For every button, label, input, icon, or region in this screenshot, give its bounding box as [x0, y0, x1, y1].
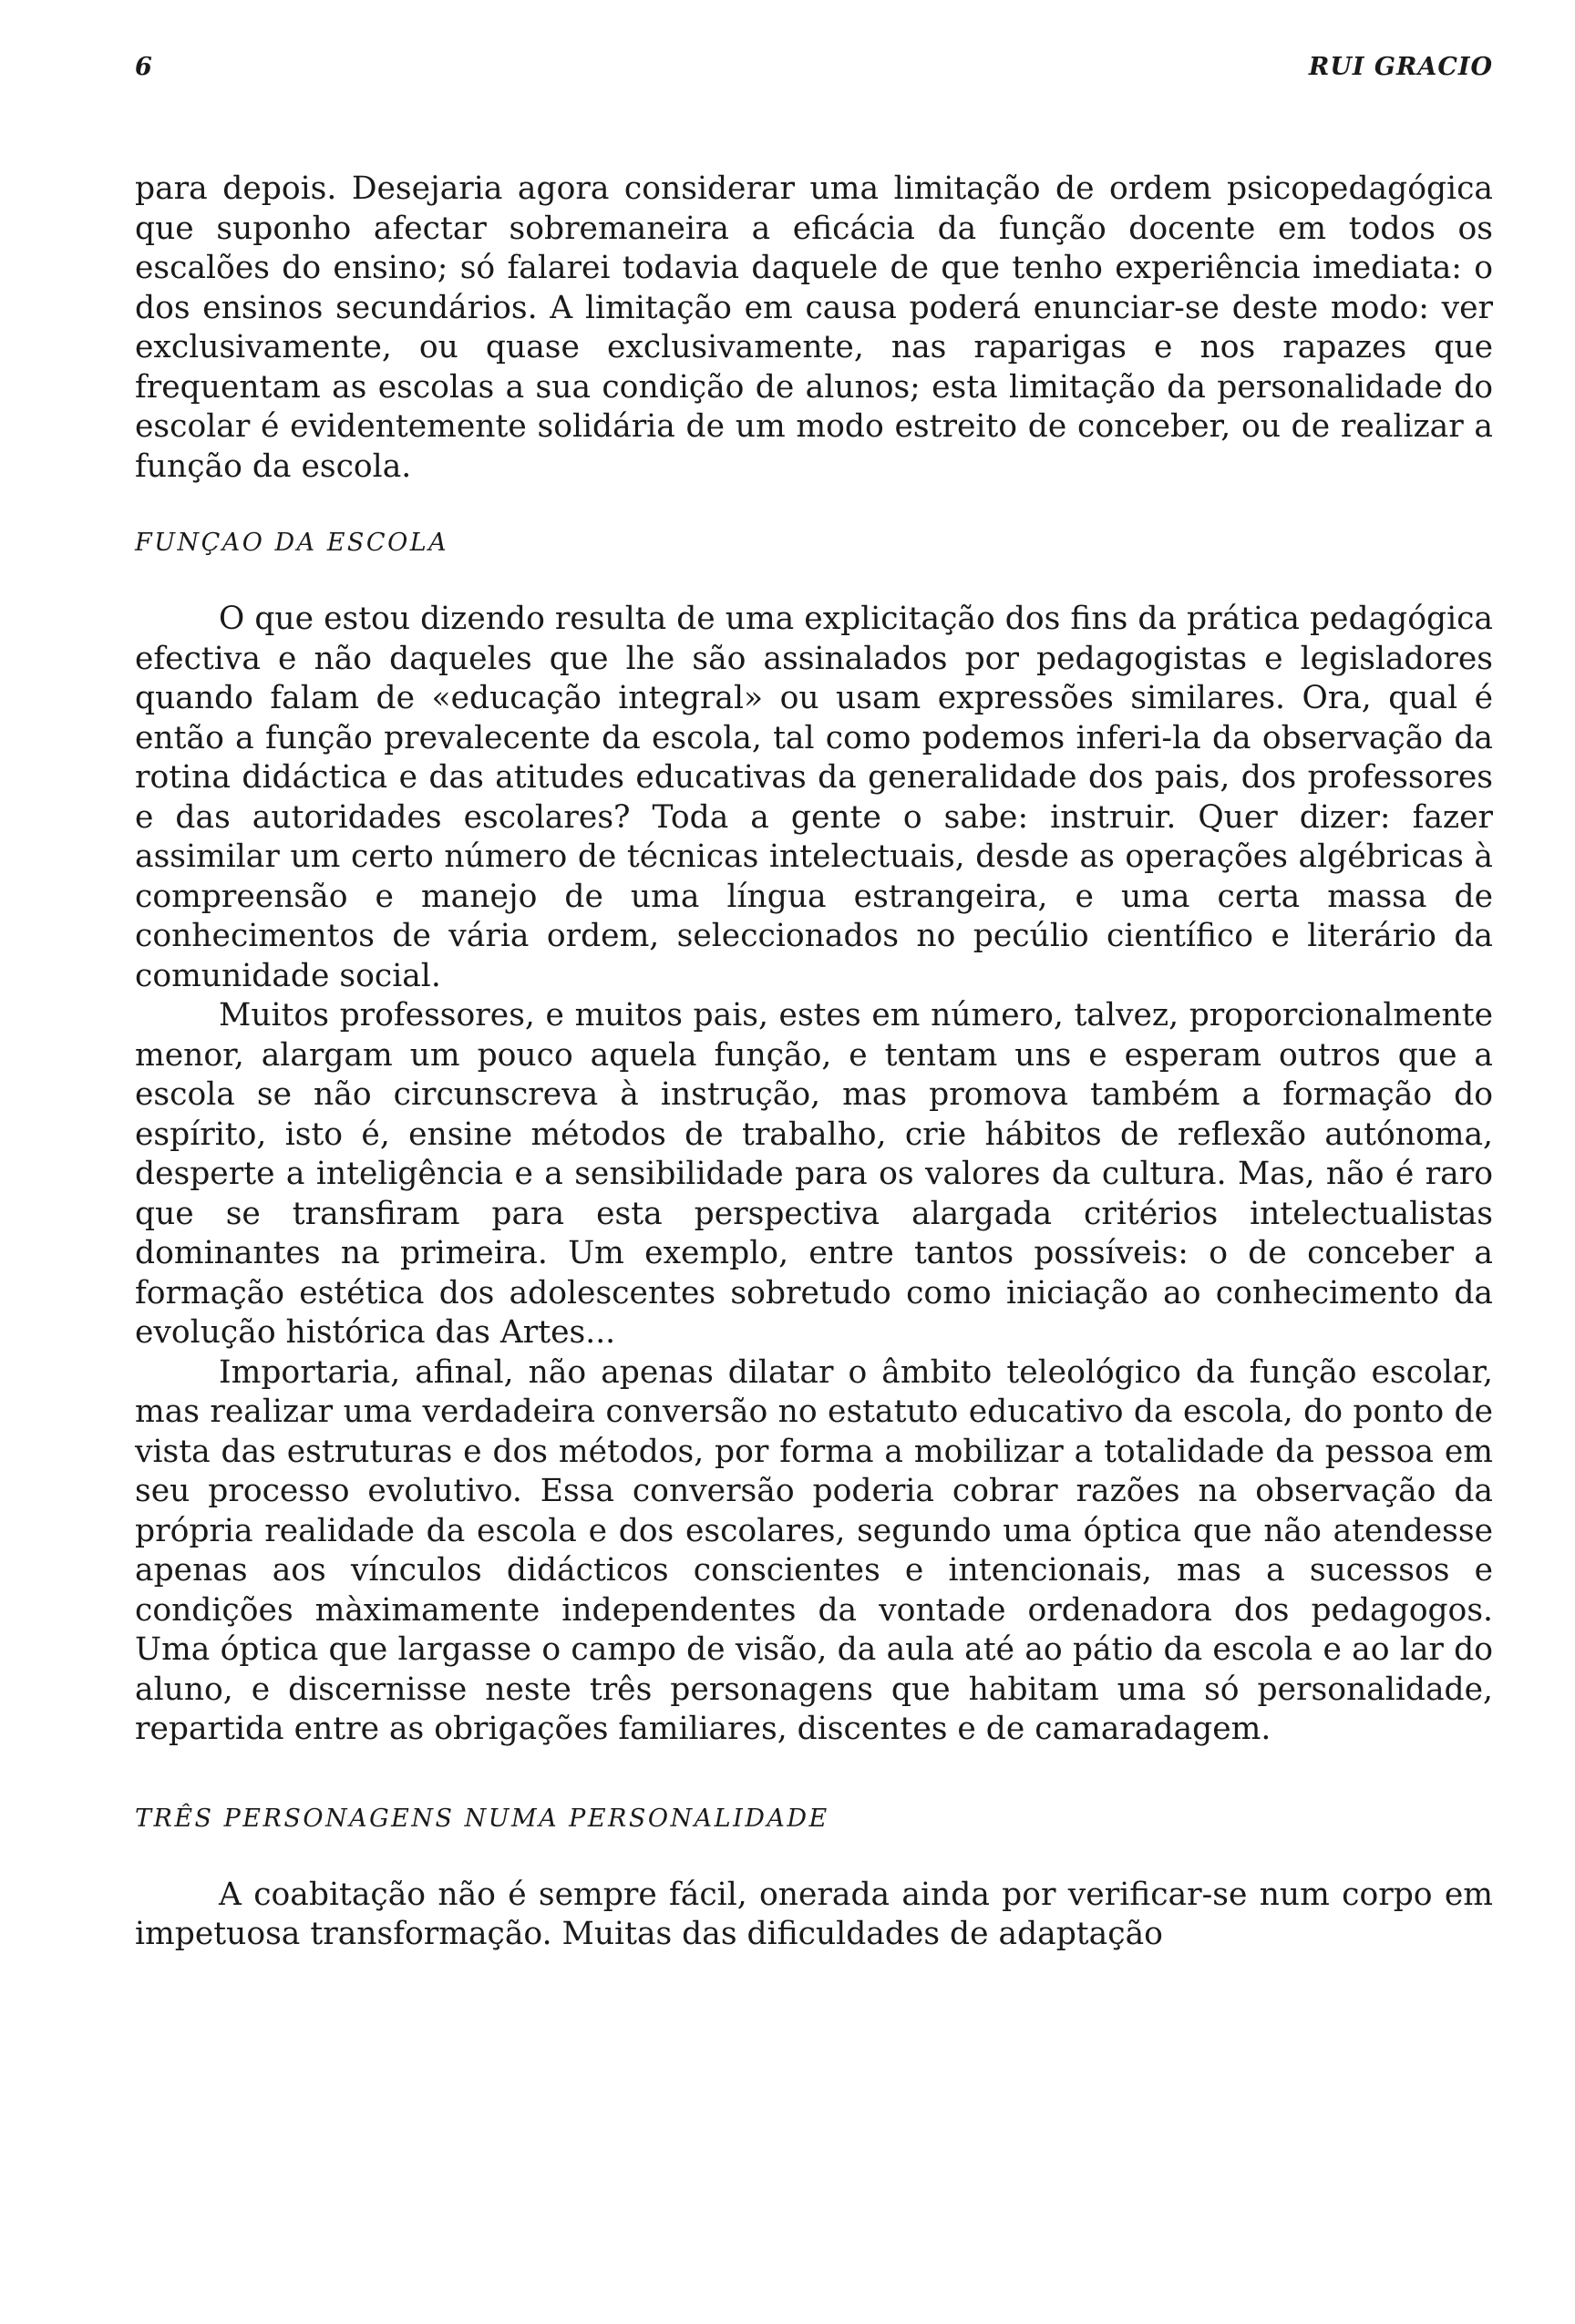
paragraph: Importaria, afinal, não apenas dilatar o âmbito teleológico da função escolar, mas realizar uma verdadeira conversão no estatuto educativo da escola, do ponto de vista das estruturas e dos métodos, por forma a mobilizar a totalidade da pessoa em seu processo evolutivo. Essa conversão poderia cobrar razões na observação da própria realidade da escola e dos escolares, segundo uma óptica que não atendesse apenas aos vínculos didácticos conscientes e intencionais, mas a sucessos e condições màximamente independentes da vontade ordenadora dos pedagogos. Uma óptica que largasse o campo de visão, da aula até ao pátio da escola e ao lar do aluno, e discernisse neste três personagens que habitam uma só personalidade, repartida entre as obrigações familiares, discentes e de camaradagem.: [135, 1353, 1493, 1747]
running-head: RUI GRACIO: [1308, 53, 1493, 81]
document-body: [135, 170, 1493, 1955]
section-heading-funcao-da-escola: FUNÇAO DA ESCOLA: [135, 529, 449, 557]
paragraph: A coabitação não é sempre fácil, onerada ainda por verificar-se num corpo em impetuosa transformação. Muitas das dificuldades de adaptação: [135, 1876, 1493, 1952]
page-header: [135, 53, 1493, 89]
paragraph: Muitos professores, e muitos pais, estes em número, talvez, proporcionalmente menor, alargam um pouco aquela função, e tentam uns e esperam outros que a escola se não circunscreva à instrução, mas promova também a formação do espírito, isto é, ensine métodos de trabalho, crie hábitos de reflexão autónoma, desperte a inteligência e a sensibilidade para os valores da cultura. Mas, não é raro que se transfiram para esta perspectiva alargada critérios intelectualistas dominantes na primeira. Um exemplo, entre tantos possíveis: o de conceber a formação estética dos adolescentes sobretudo como iniciação ao conhecimento da evolução histórica das Artes...: [135, 997, 1493, 1351]
paragraph: O que estou dizendo resulta de uma explicitação dos fins da prática pedagógica efectiva e não daqueles que lhe são assinalados por pedagogistas e legisladores quando falam de «educação integral» ou usam expressões similares. Ora, qual é então a função prevalecente da escola, tal como podemos inferi-la da observação da rotina didáctica e das atitudes educativas da generalidade dos pais, dos professores e das autoridades escolares? Toda a gente o sabe: instruir. Quer dizer: fazer assimilar um certo número de técnicas intelectuais, desde as operações algébricas à compreensão e manejo de uma língua estrangeira, e uma certa massa de conhecimentos de vária ordem, seleccionados no pecúlio científico e literário da comunidade social.: [135, 601, 1493, 994]
section-heading-tres-personagens: TRÊS PERSONAGENS NUMA PERSONALIDADE: [135, 1804, 829, 1833]
page-number: 6: [135, 53, 152, 81]
intro-paragraph: para depois. Desejaria agora considerar uma limitação de ordem psicopedagógica que suponho afectar sobremaneira a eficácia da função docente em todos os escalões do ensino; só falarei todavia daquele de que tenho experiência imediata: o dos ensinos secundários. A limitação em causa poderá enunciar-se deste modo: ver exclusivamente, ou quase exclusivamente, nas raparigas e nos rapazes que frequentam as escolas a sua condição de alunos; esta limitação da personalidade do escolar é evidentemente solidária de um modo estreito de conceber, ou de realizar a função da escola.: [135, 170, 1493, 485]
